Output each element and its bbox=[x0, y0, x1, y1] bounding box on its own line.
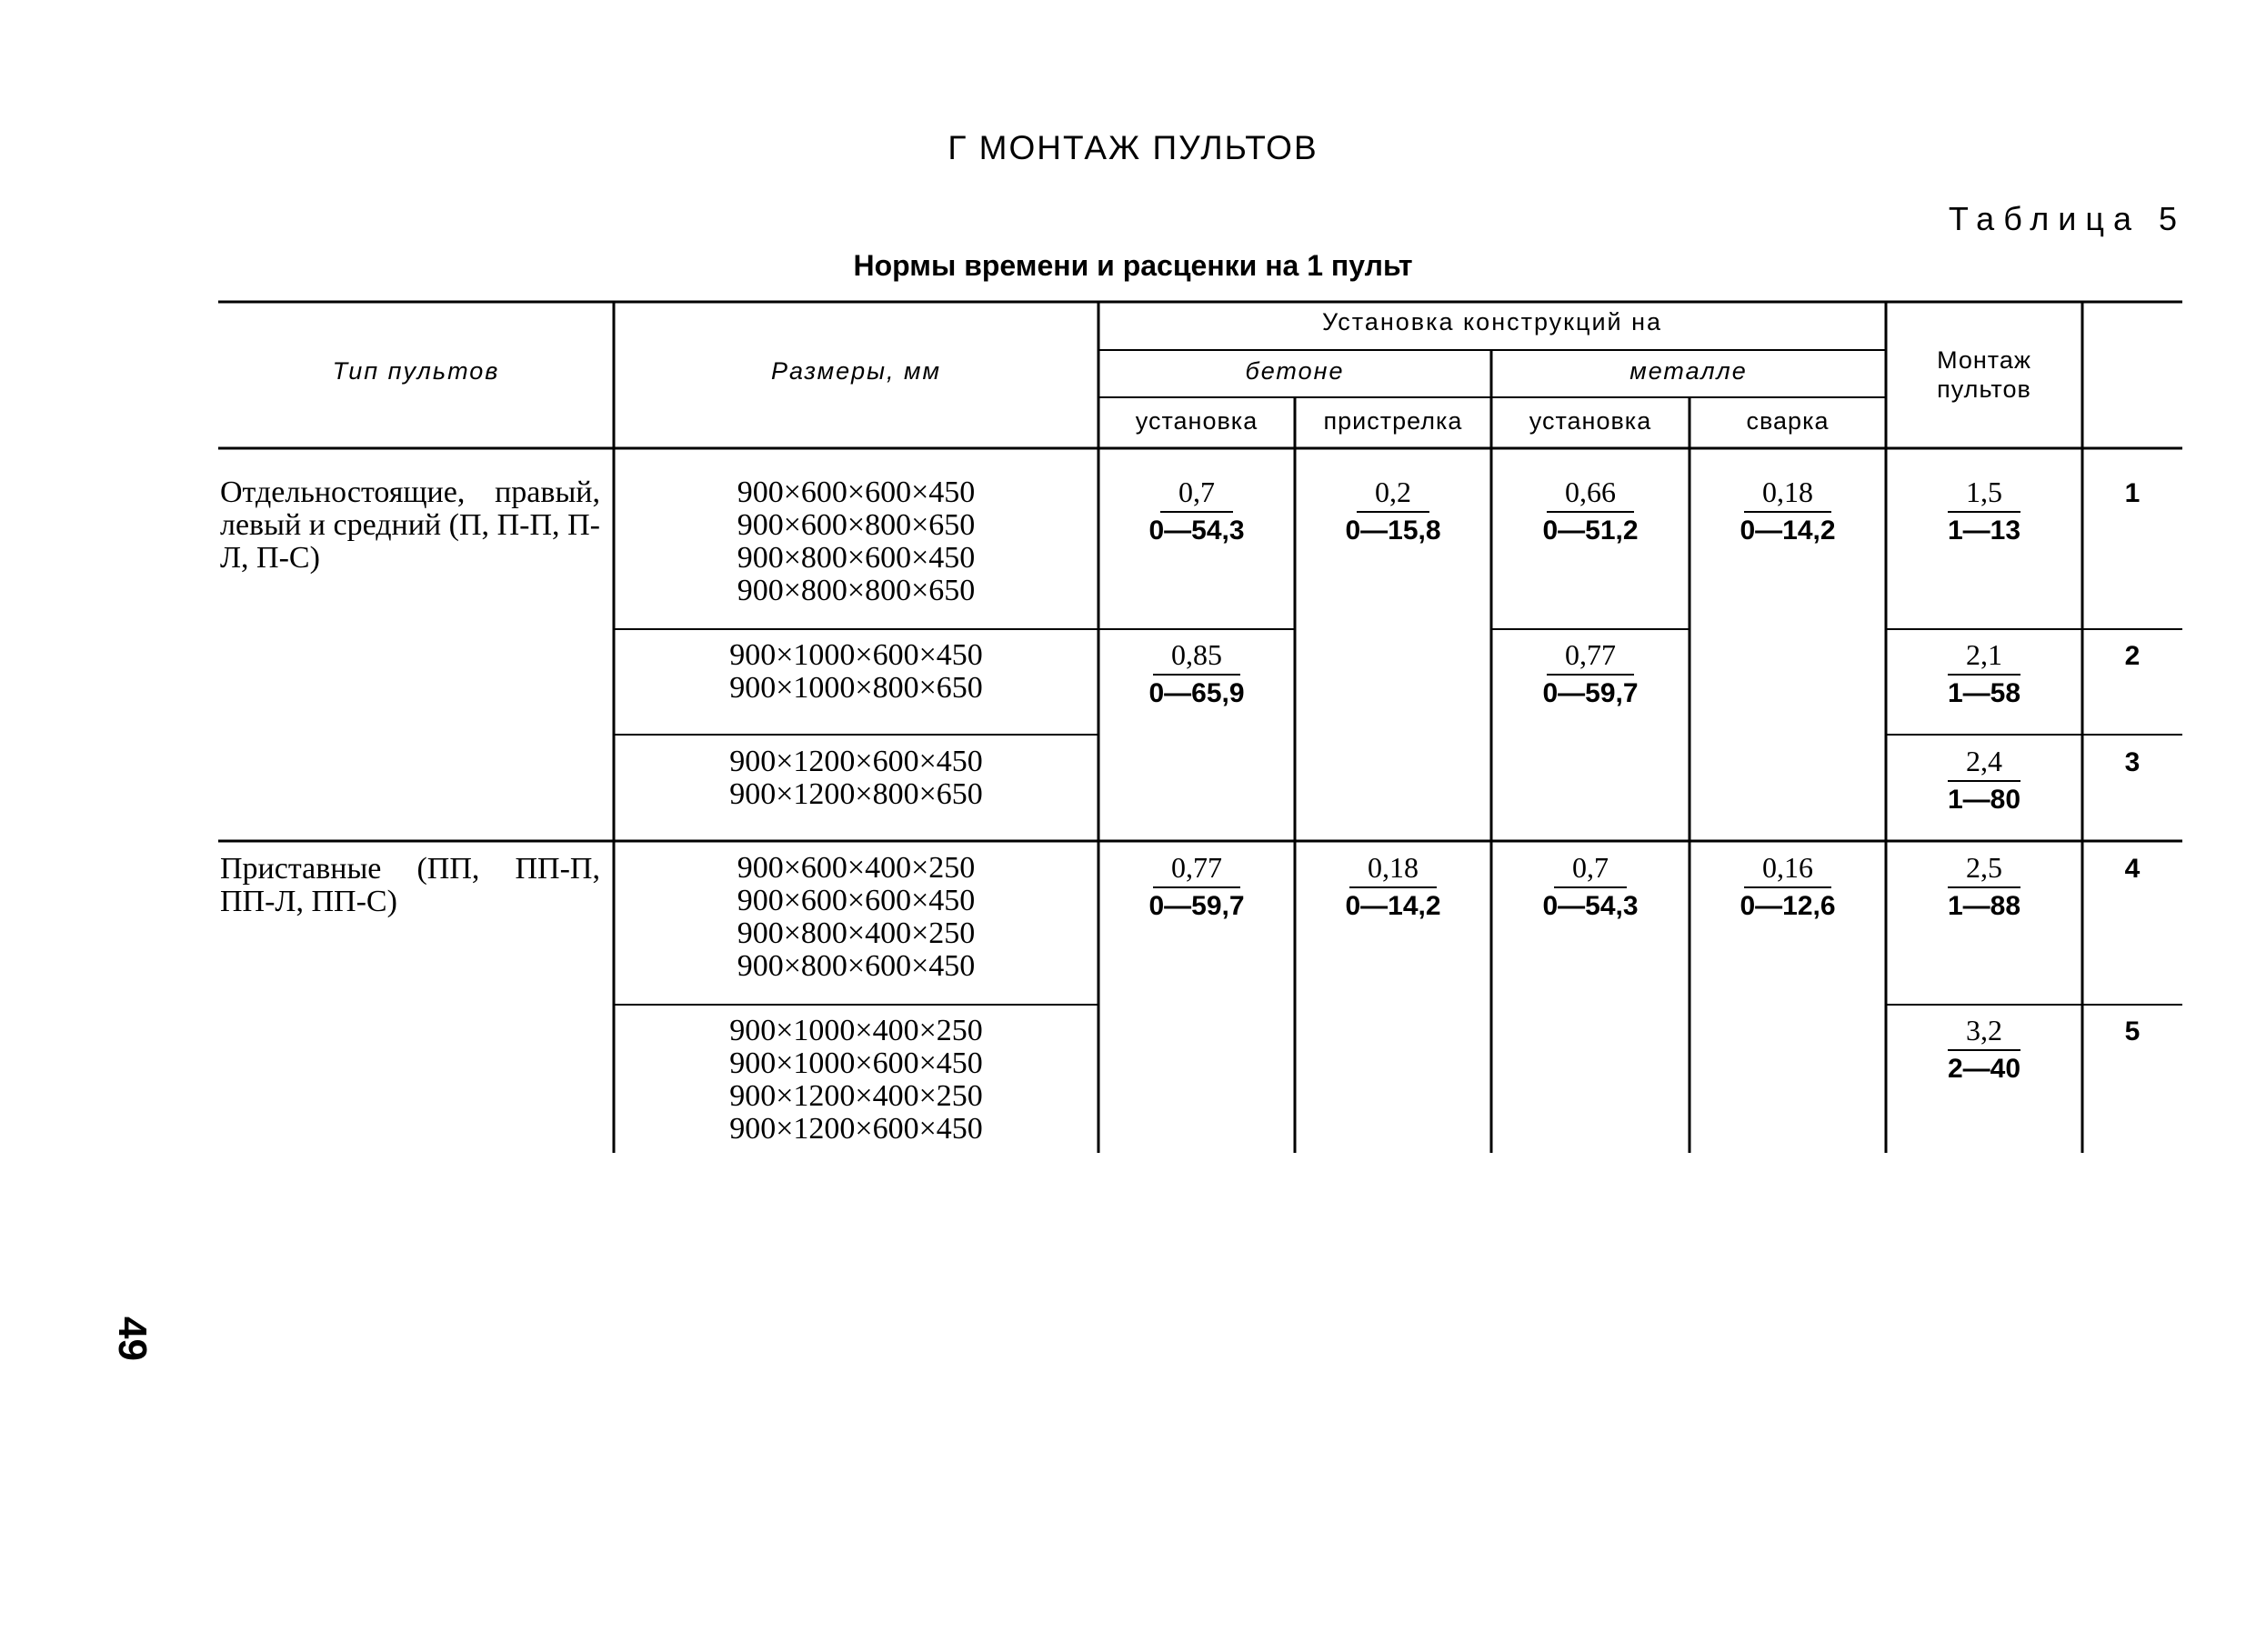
value-r4-assembly bbox=[1886, 850, 2082, 925]
size-line: 900×800×800×650 bbox=[737, 574, 976, 607]
table-number: Таблица 5 bbox=[1948, 200, 2186, 237]
value-numerator: 2,1 bbox=[1948, 637, 2020, 676]
value-denominator: 0—54,3 bbox=[1542, 891, 1639, 921]
value-r1-assembly bbox=[1886, 475, 2082, 549]
size-group-5 bbox=[614, 1015, 1098, 1146]
value-denominator: 0—54,3 bbox=[1148, 516, 1245, 546]
value-r4-concrete-shot bbox=[1295, 850, 1491, 925]
value-denominator: 0—14,2 bbox=[1345, 891, 1441, 921]
value-r3-assembly bbox=[1886, 744, 2082, 818]
size-line: 900×600×800×650 bbox=[737, 508, 976, 542]
value-numerator: 0,18 bbox=[1349, 850, 1437, 888]
value-denominator: 0—14,2 bbox=[1740, 516, 1836, 546]
row-number: 4 bbox=[2124, 854, 2141, 884]
size-line: 900×600×600×450 bbox=[737, 476, 976, 509]
header-metal: металле bbox=[1629, 357, 1748, 385]
value-numerator: 2,5 bbox=[1948, 850, 2020, 888]
header-installation-group: Установка конструкций на bbox=[1321, 308, 1663, 335]
value-r1-concrete-install bbox=[1098, 475, 1295, 549]
section-title: Г МОНТАЖ ПУЛЬТОВ bbox=[948, 129, 1318, 166]
row-number: 2 bbox=[2124, 641, 2141, 671]
type-attached: Приставные (ПП, ПП-П, ПП-Л, ПП-С) bbox=[220, 852, 600, 918]
value-numerator: 3,2 bbox=[1948, 1013, 2020, 1051]
table-caption: Нормы времени и расценки на 1 пульт bbox=[853, 249, 1413, 282]
size-line: 900×1000×400×250 bbox=[729, 1014, 983, 1047]
size-line: 900×1200×600×450 bbox=[729, 1112, 983, 1146]
value-denominator: 2—40 bbox=[1947, 1054, 2021, 1084]
row-number: 3 bbox=[2124, 747, 2141, 777]
size-line: 900×800×600×450 bbox=[737, 949, 976, 983]
value-numerator: 0,2 bbox=[1357, 475, 1429, 513]
size-line: 900×600×600×450 bbox=[737, 884, 976, 917]
header-sizes: Размеры, мм bbox=[770, 357, 942, 385]
size-line: 900×600×400×250 bbox=[737, 851, 976, 885]
size-line: 900×1000×600×450 bbox=[729, 1046, 983, 1080]
header-assembly: Монтаж пультов bbox=[1937, 346, 2031, 403]
value-r2-metal-install bbox=[1491, 637, 1689, 712]
size-line: 900×1200×400×250 bbox=[729, 1079, 983, 1113]
row-number: 5 bbox=[2124, 1016, 2141, 1046]
value-denominator: 1—58 bbox=[1947, 678, 2021, 708]
value-r5-assembly bbox=[1886, 1013, 2082, 1087]
header-metal-weld: сварка bbox=[1746, 407, 1830, 435]
value-denominator: 0—65,9 bbox=[1148, 678, 1245, 708]
value-r4-metal-weld bbox=[1689, 850, 1886, 925]
value-r1-metal-install bbox=[1491, 475, 1689, 549]
value-r2-concrete-install bbox=[1098, 637, 1295, 712]
header-type: Тип пультов bbox=[332, 357, 500, 385]
value-numerator: 0,16 bbox=[1744, 850, 1831, 888]
value-numerator: 0,7 bbox=[1160, 475, 1233, 513]
value-numerator: 0,18 bbox=[1744, 475, 1831, 513]
value-r4-metal-install bbox=[1491, 850, 1689, 925]
size-line: 900×800×400×250 bbox=[737, 916, 976, 950]
value-numerator: 1,5 bbox=[1948, 475, 2020, 513]
header-metal-install: установка bbox=[1529, 407, 1652, 435]
value-denominator: 1—80 bbox=[1947, 785, 2021, 815]
size-line: 900×800×600×450 bbox=[737, 541, 976, 575]
value-r1-concrete-shot bbox=[1295, 475, 1491, 549]
size-group-4 bbox=[614, 852, 1098, 983]
value-denominator: 0—12,6 bbox=[1740, 891, 1836, 921]
header-concrete: бетоне bbox=[1245, 357, 1345, 385]
value-r1-metal-weld bbox=[1689, 475, 1886, 549]
size-line: 900×1200×800×650 bbox=[729, 777, 983, 811]
type-freestanding: Отдельностоящие, правый, левый и средний (П, П-П, П-Л, П-С) bbox=[220, 476, 600, 575]
size-line: 900×1200×600×450 bbox=[729, 745, 983, 778]
size-group-2 bbox=[614, 639, 1098, 705]
value-r2-assembly bbox=[1886, 637, 2082, 712]
value-numerator: 0,7 bbox=[1554, 850, 1627, 888]
value-numerator: 0,85 bbox=[1153, 637, 1240, 676]
value-denominator: 0—59,7 bbox=[1148, 891, 1245, 921]
value-numerator: 0,77 bbox=[1153, 850, 1240, 888]
value-denominator: 0—59,7 bbox=[1542, 678, 1639, 708]
value-denominator: 0—51,2 bbox=[1542, 516, 1639, 546]
value-numerator: 0,77 bbox=[1547, 637, 1634, 676]
header-concrete-shot: пристрелка bbox=[1323, 407, 1463, 435]
page-number: 49 bbox=[110, 1317, 155, 1361]
value-numerator: 2,4 bbox=[1948, 744, 2020, 782]
value-numerator: 0,66 bbox=[1547, 475, 1634, 513]
value-denominator: 0—15,8 bbox=[1345, 516, 1441, 546]
size-group-1 bbox=[614, 476, 1098, 607]
size-line: 900×1000×600×450 bbox=[729, 638, 983, 672]
value-denominator: 1—13 bbox=[1947, 516, 2021, 546]
header-concrete-install: установка bbox=[1135, 407, 1258, 435]
value-r4-concrete-install bbox=[1098, 850, 1295, 925]
size-group-3 bbox=[614, 746, 1098, 811]
value-denominator: 1—88 bbox=[1947, 891, 2021, 921]
size-line: 900×1000×800×650 bbox=[729, 671, 983, 705]
row-number: 1 bbox=[2124, 478, 2141, 508]
